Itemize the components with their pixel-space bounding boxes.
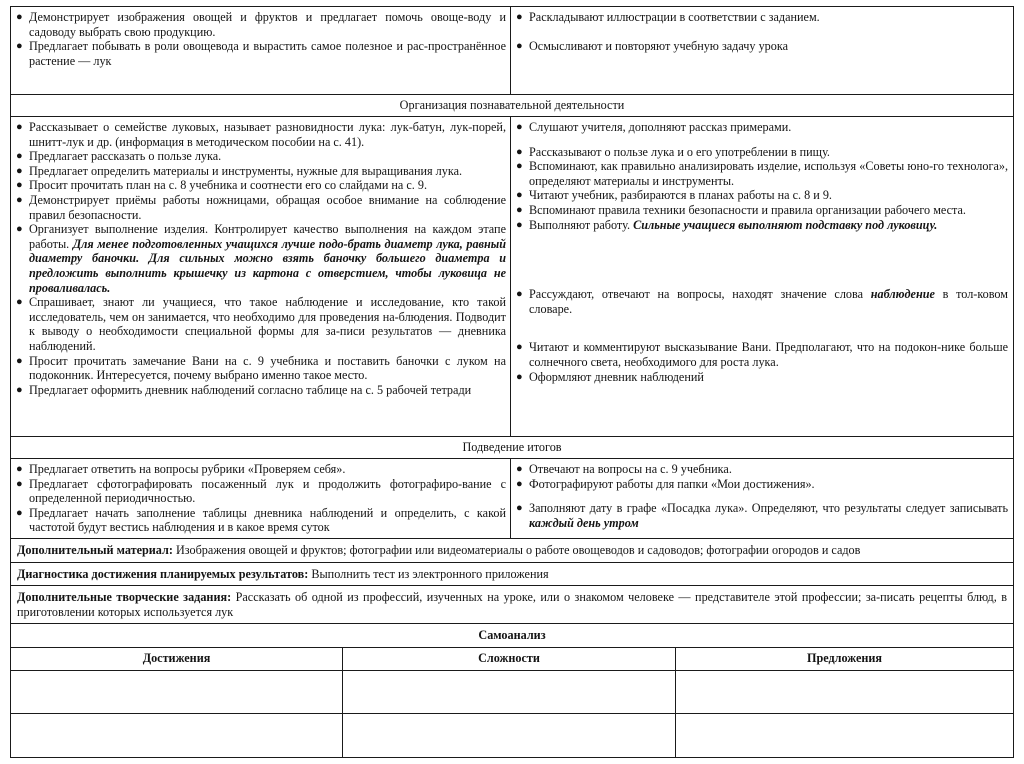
bullet-icon: ● (16, 164, 23, 177)
bullet-icon: ● (516, 11, 523, 23)
bullet-icon: ● (16, 383, 23, 396)
list-item: ● Фотографируют работы для папки «Мои достижения». (516, 476, 815, 491)
bullet-icon: ● (516, 145, 523, 158)
teacher-column (11, 7, 511, 94)
bullet-icon: ● (16, 121, 23, 133)
bullet-icon: ● (516, 160, 523, 173)
bullet-icon: ● (516, 477, 523, 490)
bullet-icon: ● (516, 502, 523, 515)
list-item: ● Читают учебник, разбираются в планах работы на с. 8 и 9. (516, 188, 832, 203)
column-header-achievements: Достижения (11, 648, 342, 671)
additional-material-row: Дополнительный материал: Изображения овощей и фруктов; фотографии или видеоматериалы о работе овощеводов и садоводов; фотографии огородов и садов (11, 539, 1013, 563)
teacher-column (11, 117, 511, 436)
list-item: ● Предлагает ответить на вопросы рубрики «Проверяем себя». (16, 462, 346, 476)
column-header-suggestions: Предложения (676, 648, 1013, 671)
list-item: ● Предлагает оформить дневник наблюдений согласно таблице на с. 5 рабочей тетради (16, 382, 472, 397)
list-item: ● Демонстрирует изображения овощей и фруктов и предлагает помочь овоще-воду и садоводу выбрать свою продукцию. (16, 10, 506, 39)
column-header-difficulties: Сложности (343, 648, 675, 671)
list-item: ● Рассказывает о семействе луковых, называет разновидности лука: лук-батун, лук-порей, шнитт-лук и др. (информация в методическом пособии на с. 41). (16, 120, 506, 149)
bullet-icon: ● (16, 150, 23, 163)
bullet-icon: ● (516, 463, 523, 475)
list-item: ● Предлагает определить материалы и инструменты, нужные для выращивания лука. (16, 163, 463, 178)
self-analysis-grid (11, 648, 1013, 758)
blank-cell (343, 671, 675, 714)
bullet-icon: ● (516, 288, 523, 301)
list-item: ● Выполняют работу. Сильные учащиеся выполняют подставку под луковицу. (516, 217, 938, 232)
list-item: ● Вспоминают, как правильно анализировать изделие, используя «Советы юно-го технолога», определяют материалы и инструменты. (516, 159, 1008, 188)
bullet-icon: ● (516, 341, 523, 354)
list-item: ● Читают и комментируют высказывание Вани. Предполагают, что на подокон-нике больше солнечного света, необходимого для роста лука. (516, 340, 1008, 369)
blank-cell (676, 671, 1013, 714)
teacher-column (11, 459, 511, 538)
blank-cell (11, 671, 342, 714)
list-item: ● Рассуждают, отвечают на вопросы, находят значение слова наблюдение в тол-ковом словаре. (516, 287, 1008, 316)
list-item: ● Раскладывают иллюстрации в соответствии с заданием. (516, 10, 820, 24)
bullet-icon: ● (516, 121, 523, 133)
bullet-icon: ● (16, 40, 23, 53)
list-item: ● Осмысливают и повторяют учебную задачу урока (516, 38, 789, 53)
bullet-icon: ● (16, 193, 23, 206)
list-item: ● Отвечают на вопросы на с. 9 учебника. (516, 462, 732, 476)
lesson-plan-table (10, 6, 1014, 758)
list-item: ● Предлагает начать заполнение таблицы дневника наблюдений и определить, с какой частотой будут вестись наблюдения и в какое время суток (16, 505, 506, 535)
cognitive-activity-row (11, 117, 1013, 437)
bullet-icon: ● (16, 11, 23, 23)
list-item: ● Оформляют дневник наблюдений (516, 369, 704, 384)
diagnostics-row: Диагностика достижения планируемых результатов: Выполнить тест из электронного приложения (11, 563, 1013, 587)
bullet-icon: ● (16, 354, 23, 367)
bullet-icon: ● (16, 223, 23, 236)
list-item: ● Заполняют дату в графе «Посадка лука». Определяют, что результаты следует записывать каждый день утром (516, 501, 1008, 530)
bullet-icon: ● (16, 296, 23, 309)
list-item: ● Вспоминают правила техники безопасности и правила организации рабочего места. (516, 202, 966, 217)
list-item: ● Просит прочитать план на с. 8 учебника и соотнести его со слайдами на с. 9. (16, 178, 428, 193)
bullet-icon: ● (16, 477, 23, 490)
blank-cell (343, 714, 675, 758)
student-column (511, 117, 1013, 436)
list-item: ● Демонстрирует приёмы работы ножницами, обращая особое внимание на соблюдение правил безопасности. (16, 192, 506, 222)
bullet-icon: ● (16, 179, 23, 192)
bullet-icon: ● (516, 218, 523, 231)
list-item: ● Слушают учителя, дополняют рассказ примерами. (516, 120, 792, 134)
creative-tasks-row: Дополнительные творческие задания: Рассказать об одной из профессий, изученных на уроке, или о знакомом человеке — представителе этой профессии; за-писать рецепты блюд, в приготовлении которых используется лук (11, 586, 1013, 624)
bullet-icon: ● (516, 203, 523, 216)
intro-row (11, 7, 1013, 95)
bullet-icon: ● (16, 506, 23, 519)
list-item: ● Спрашивает, знают ли учащиеся, что такое наблюдение и исследование, кто такой исследователь, чем он занимается, что необходимо для проведения на-блюдения. Подводит к выводу о необходимости специальной формы для за-писи результатов — дневника наблюдений. (16, 295, 506, 353)
bullet-icon: ● (516, 189, 523, 202)
blank-cell (11, 714, 342, 758)
list-item: ● Предлагает сфотографировать посаженный лук и продолжить фотографиро-вание с определенной периодичностью. (16, 476, 506, 506)
list-item: ● Рассказывают о пользе лука и о его употреблении в пищу. (516, 144, 830, 159)
student-column (511, 459, 1013, 538)
self-analysis-title: Самоанализ (11, 624, 1013, 648)
list-item: ● Предлагает рассказать о пользе лука. (16, 149, 222, 164)
student-column (511, 7, 1013, 94)
bullet-icon: ● (516, 370, 523, 383)
list-item: ● Просит прочитать замечание Вани на с. 9 учебника и поставить баночки с луком на подоконник. Интересуется, почему выбрано именно такое место. (16, 353, 506, 383)
summary-row (11, 459, 1013, 539)
section-title: Организация познавательной деятельности (11, 95, 1013, 117)
bullet-icon: ● (16, 463, 23, 475)
section-title: Подведение итогов (11, 437, 1013, 459)
bullet-icon: ● (516, 39, 523, 52)
list-item: ● Организует выполнение изделия. Контролирует качество выполнения на каждом этапе работы. Для менее подготовленных учащихся лучше подо-брать диаметр лука, равный диаметру баночки. Для сильных можно взять баночку большего диаметра и предложить выполнить крышечку из картона с отверстием, чтобы луковица не проваливалась. (16, 222, 506, 295)
list-item: ● Предлагает побывать в роли овощевода и вырастить самое полезное и рас-пространённое растение — лук (16, 39, 506, 68)
blank-cell (676, 714, 1013, 758)
